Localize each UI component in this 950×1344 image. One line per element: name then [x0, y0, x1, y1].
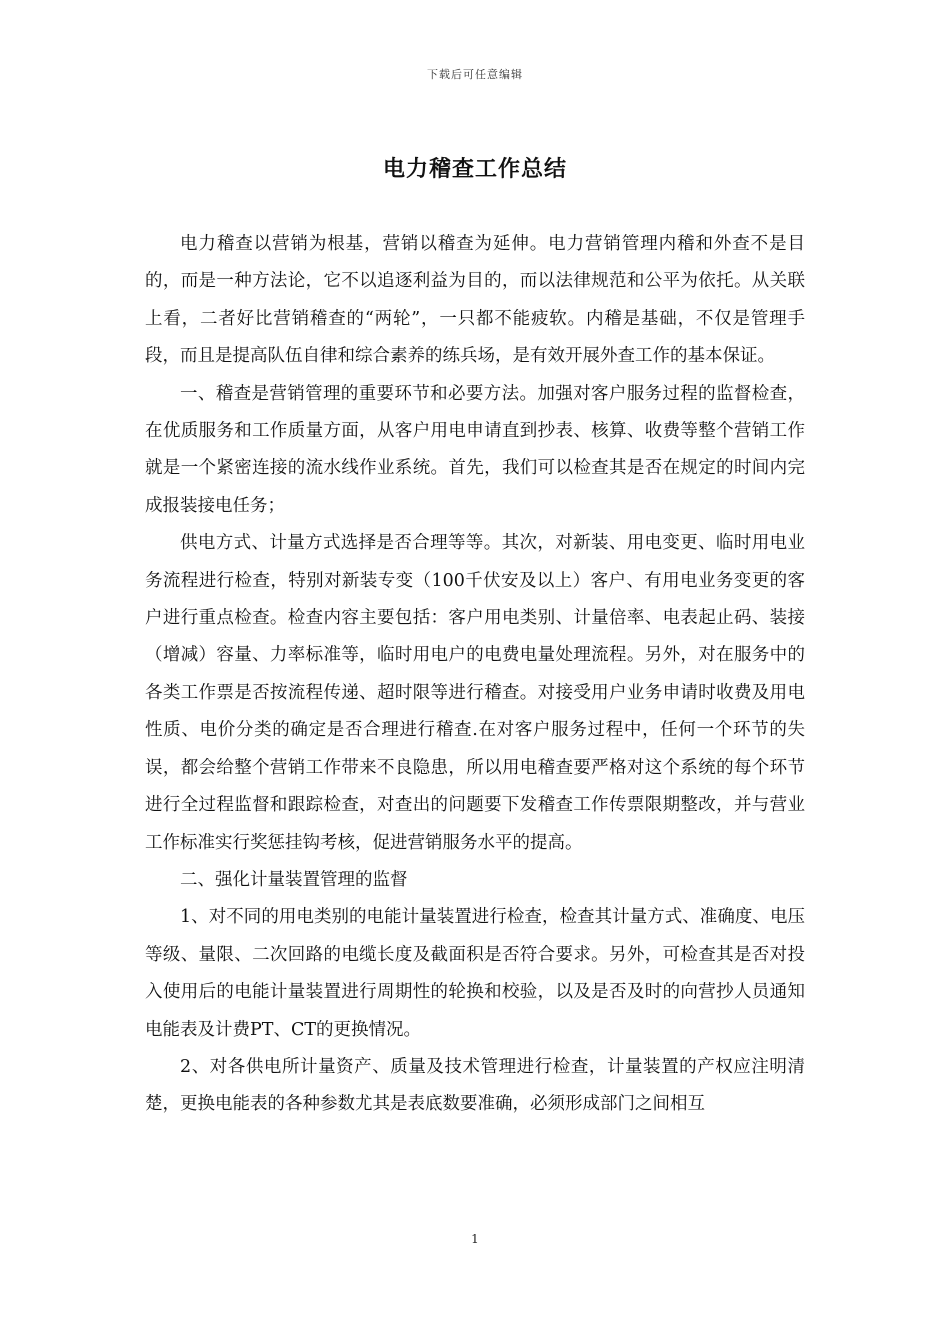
- document-title: 电力稽查工作总结: [382, 157, 567, 182]
- document-body: [145, 226, 805, 1124]
- paragraph-item-two: 2、对各供电所计量资产、质量及技术管理进行检查，计量装置的产权应注明清楚，更换电能表的各种参数尤其是表底数要准确，必须形成部门之间相互: [145, 1056, 805, 1115]
- header-note: 下载后可任意编辑: [427, 68, 523, 81]
- paragraph-section-one-continued: 供电方式、计量方式选择是否合理等等。其次，对新装、用电变更、临时用电业务流程进行检查，特别对新装专变（100千伏安及以上）客户、有用电业务变更的客户进行重点检查。检查内容主要包括：客户用电类别、计量倍率、电表起止码、装接（增减）容量、力率标准等，临时用电户的电费电量处理流程。另外，对在服务中的各类工作票是否按流程传递、超时限等进行稽查。对接受用户业务申请时收费及用电性质、电价分类的确定是否合理进行稽查.在对客户服务过程中，任何一个环节的失误，都会给整个营销工作带来不良隐患，所以用电稽查要严格对这个系统的每个环节进行全过程监督和跟踪检查，对查出的问题要下发稽查工作传票限期整改，并与营业工作标准实行奖惩挂钩考核，促进营销服务水平的提高。: [145, 533, 805, 853]
- paragraph-section-one: 一、稽查是营销管理的重要环节和必要方法。加强对客户服务过程的监督检查，在优质服务和工作质量方面，从客户用电申请直到抄表、核算、收费等整个营销工作就是一个紧密连接的流水线作业系统。首先，我们可以检查其是否在规定的时间内完成报装接电任务；: [145, 383, 805, 516]
- paragraph-item-one: 1、对不同的用电类别的电能计量装置进行检查，检查其计量方式、准确度、电压等级、量限、二次回路的电缆长度及截面积是否符合要求。另外，可检查其是否对投入使用后的电能计量装置进行周期性的轮换和校验，以及是否及时的向营抄人员通知电能表及计费PT、CT的更换情况。: [145, 907, 805, 1040]
- section-heading-two: 二、强化计量装置管理的监督: [180, 869, 408, 890]
- page-number: 1: [471, 1232, 479, 1246]
- paragraph-intro: 电力稽查以营销为根基，营销以稽查为延伸。电力营销管理内稽和外查不是目的，而是一种方法论，它不以追逐利益为目的，而以法律规范和公平为依托。从关联上看，二者好比营销稽查的“两轮”，一只都不能疲软。内稽是基础，不仅是管理手段，而且是提高队伍自律和综合素养的练兵场，是有效开展外查工作的基本保证。: [145, 234, 805, 367]
